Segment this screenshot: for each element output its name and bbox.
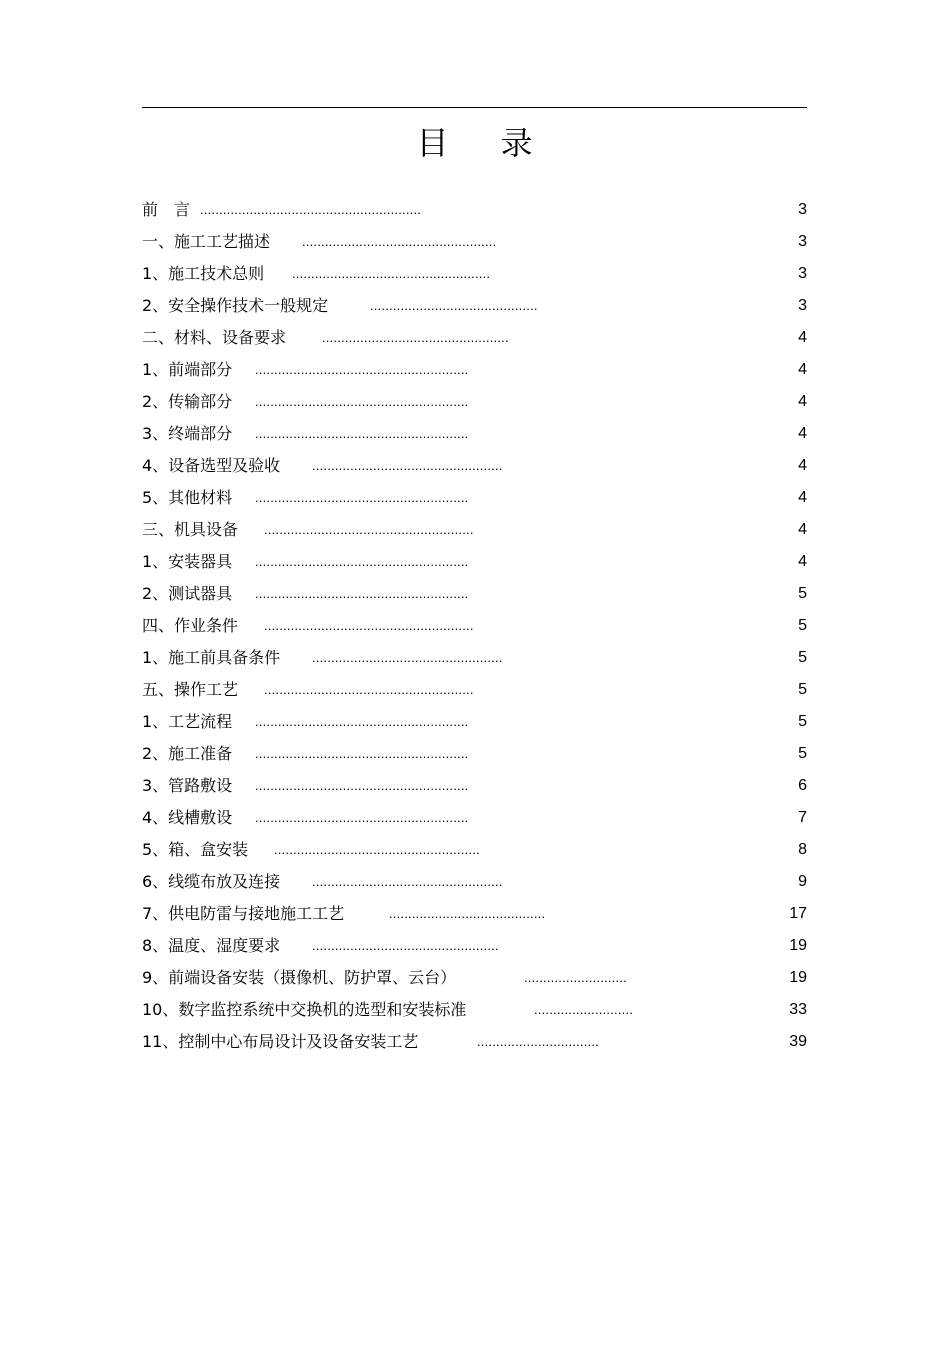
toc-entry-label: 二、材料、设备要求 [142,328,287,347]
toc-leader-dots: ...................................................... [274,842,480,857]
toc-entry [142,964,807,996]
toc-entry-label: 9、前端设备安装（摄像机、防护罩、云台） [142,968,457,987]
toc-entry [142,612,807,644]
toc-entry [142,1028,807,1060]
toc-entry-page: 3 [798,201,807,218]
toc-leader-dots: ........................................................ [255,714,469,729]
toc-leader-dots: ........................................................ [255,362,469,377]
toc-entry [142,932,807,964]
toc-entry-label: 四、作业条件 [142,616,239,635]
toc-entry-page: 7 [798,809,807,826]
toc-leader-dots: ........................................................ [255,554,469,569]
toc-entry [142,772,807,804]
toc-entry [142,676,807,708]
toc-leader-dots: .................................................... [292,266,491,281]
toc-entry-page: 4 [798,425,807,442]
toc-entry-page: 4 [798,489,807,506]
toc-leader-dots: ................................ [477,1034,599,1049]
toc-entry-label: 2、安全操作技术一般规定 [142,296,329,315]
toc-entry [142,900,807,932]
toc-entry-label: 11、控制中心布局设计及设备安装工艺 [142,1032,419,1051]
toc-leader-dots: ................................................. [312,938,499,953]
toc-leader-dots: ........................................................ [255,426,469,441]
toc-leader-dots: .................................................. [312,650,503,665]
toc-entry [142,516,807,548]
toc-entry-label: 1、前端部分 [142,360,233,379]
toc-entry [142,580,807,612]
toc-entry-label: 五、操作工艺 [142,680,239,699]
toc-entry-page: 5 [798,649,807,666]
toc-entry [142,708,807,740]
toc-entry [142,804,807,836]
toc-leader-dots: .......................................................... [200,202,422,217]
toc-entry-page: 17 [789,905,807,922]
toc-entry-label: 2、施工准备 [142,744,233,763]
toc-leader-dots: ....................................................... [264,618,474,633]
toc-leader-dots: ........................................................ [255,394,469,409]
toc-entry-label: 2、传输部分 [142,392,233,411]
toc-entry-page: 3 [798,233,807,250]
toc-leader-dots: ............................................ [370,298,538,313]
toc-leader-dots: ........................................................ [255,746,469,761]
toc-leader-dots: ................................................. [322,330,509,345]
toc-entry-label: 三、机具设备 [142,520,239,539]
toc-entry-page: 5 [798,681,807,698]
toc-entry-page: 19 [789,969,807,986]
toc-entry-label: 3、管路敷设 [142,776,233,795]
toc-entry [142,260,807,292]
toc-leader-dots: ........................................................ [255,586,469,601]
toc-leader-dots: ................................................... [302,234,497,249]
toc-entry-label: 8、温度、湿度要求 [142,936,281,955]
toc-entry-page: 4 [798,457,807,474]
toc-entry-page: 4 [798,329,807,346]
toc-entry-label: 1、工艺流程 [142,712,233,731]
toc-entry-label: 2、测试器具 [142,584,233,603]
toc-entry [142,292,807,324]
toc-entry-label: 3、终端部分 [142,424,233,443]
toc-entry-page: 4 [798,521,807,538]
toc-entry-page: 5 [798,713,807,730]
toc-entry-page: 4 [798,393,807,410]
toc-leader-dots: ........................................................ [255,810,469,825]
toc-entry-page: 8 [798,841,807,858]
toc-entry [142,484,807,516]
toc-entry [142,452,807,484]
toc-entry [142,420,807,452]
toc-leader-dots: ......................................... [389,906,546,921]
toc-entry-label: 4、线槽敷设 [142,808,233,827]
toc-entry-page: 33 [789,1001,807,1018]
toc-entry [142,196,807,228]
toc-leader-dots: ....................................................... [264,682,474,697]
toc-entry-label: 前 言 [142,200,191,219]
toc-entry [142,868,807,900]
toc-entry-page: 4 [798,361,807,378]
toc-entry [142,356,807,388]
toc-entry-page: 9 [798,873,807,890]
toc-entry-page: 39 [789,1033,807,1050]
toc-leader-dots: .......................... [534,1002,634,1017]
toc-entry-page: 6 [798,777,807,794]
toc-entry-page: 5 [798,585,807,602]
toc-entry [142,324,807,356]
toc-entry-page: 3 [798,265,807,282]
toc-entry-label: 1、安装器具 [142,552,233,571]
toc-entry-page: 5 [798,745,807,762]
toc-leader-dots: ....................................................... [264,522,474,537]
toc-entry [142,740,807,772]
toc-entry [142,548,807,580]
toc-entry-label: 5、其他材料 [142,488,233,507]
toc-leader-dots: ........................................................ [255,490,469,505]
toc-entry-page: 3 [798,297,807,314]
header-rule [142,107,807,108]
toc-entry-label: 1、施工技术总则 [142,264,265,283]
toc-leader-dots: ........................... [524,970,627,985]
toc-entry-label: 4、设备选型及验收 [142,456,281,475]
toc-entry-label: 1、施工前具备条件 [142,648,281,667]
toc-entry-page: 4 [798,553,807,570]
toc-entry-label: 7、供电防雷与接地施工工艺 [142,904,345,923]
toc-entry-page: 5 [798,617,807,634]
toc-entry [142,228,807,260]
toc-entry-page: 19 [789,937,807,954]
toc-leader-dots: ........................................................ [255,778,469,793]
toc-entry [142,388,807,420]
table-of-contents [142,196,807,1060]
toc-leader-dots: .................................................. [312,874,503,889]
toc-entry [142,836,807,868]
toc-entry-label: 一、施工工艺描述 [142,232,271,251]
toc-entry-label: 10、数字监控系统中交换机的选型和安装标准 [142,1000,467,1019]
toc-entry [142,644,807,676]
toc-leader-dots: .................................................. [312,458,503,473]
toc-title: 目录 [416,124,585,162]
toc-entry-label: 5、箱、盒安装 [142,840,249,859]
toc-entry-label: 6、线缆布放及连接 [142,872,281,891]
toc-entry [142,996,807,1028]
